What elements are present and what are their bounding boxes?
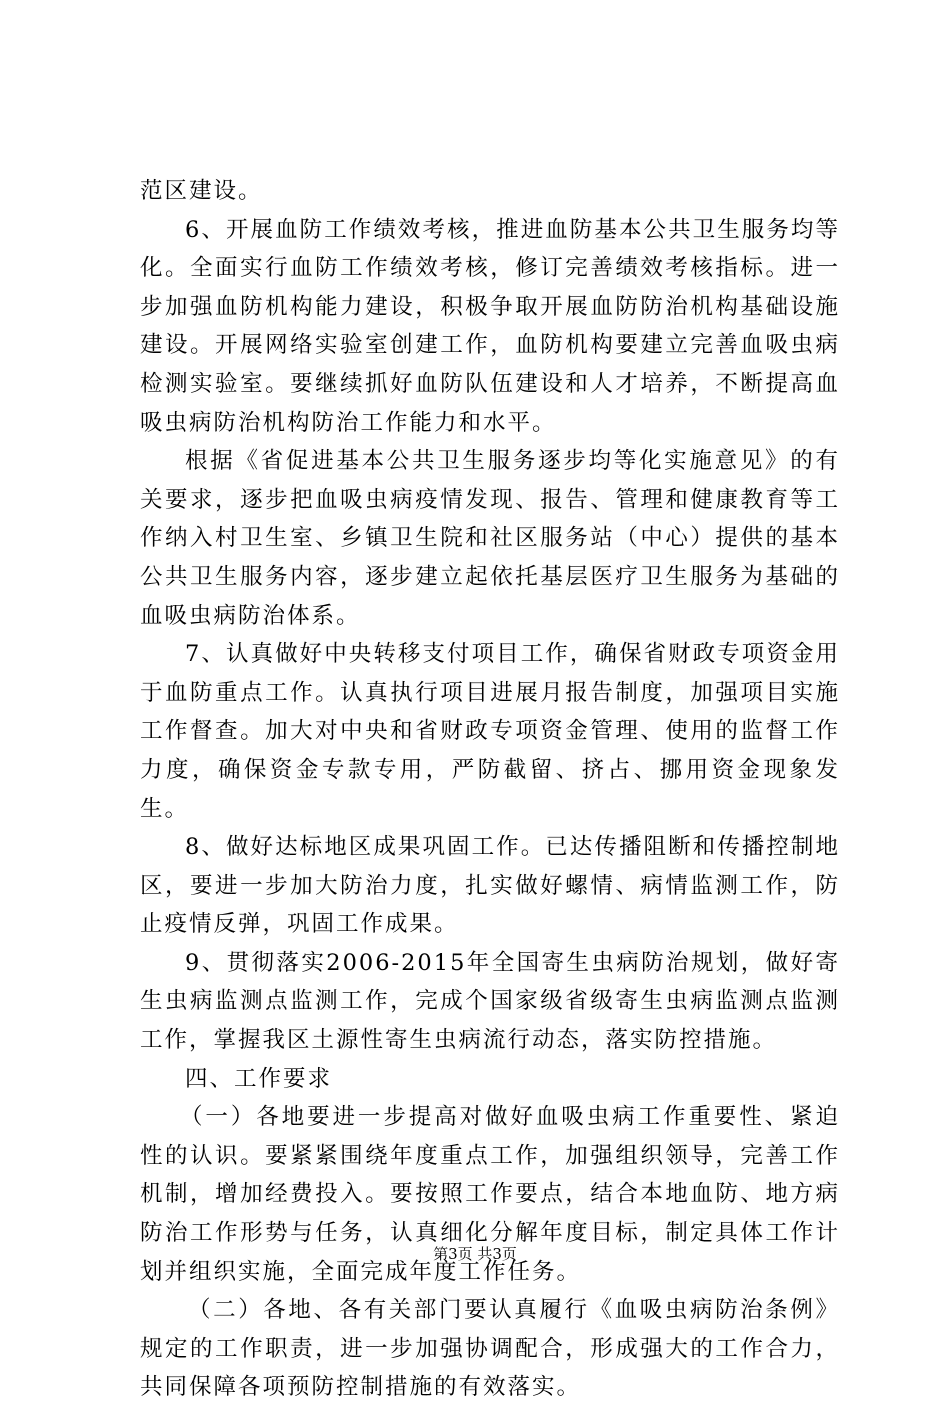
- paragraph-item-6: 6、开展血防工作绩效考核，推进血防基本公共卫生服务均等化。全面实行血防工作绩效考核，修订完善绩效考核指标。进一步加强血防机构能力建设，积极争取开展血防防治机构基础设施建设。开展网络实验室创建工作，血防机构要建立完善血吸虫病检测实验室。要继续抓好血防队伍建设和人才培养，不断提高血吸虫病防治机构防治工作能力和水平。: [140, 216, 840, 436]
- paragraph-item-7: 7、认真做好中央转移支付项目工作，确保省财政专项资金用于血防重点工作。认真执行项目进展月报告制度，加强项目实施工作督查。加大对中央和省财政专项资金管理、使用的监督工作力度，确保资金专款专用，严防截留、挤占、挪用资金现象发生。: [140, 641, 840, 822]
- document-body: [140, 172, 840, 1407]
- paragraph-item-8: 8、做好达标地区成果巩固工作。已达传播阻断和传播控制地区，要进一步加大防治力度，扎实做好螺情、病情监测工作，防止疫情反弹，巩固工作成果。: [140, 834, 840, 938]
- section-heading-work-requirements: 四、工作要求: [185, 1065, 333, 1092]
- paragraph-requirement-2: （二）各地、各有关部门要认真履行《血吸虫病防治条例》规定的工作职责，进一步加强协调配合，形成强大的工作合力，共同保障各项预防控制措施的有效落实。: [140, 1297, 840, 1401]
- paragraph-basic-public-health: 根据《省促进基本公共卫生服务逐步均等化实施意见》的有关要求，逐步把血吸虫病疫情发现、报告、管理和健康教育等工作纳入村卫生室、乡镇卫生院和社区服务站（中心）提供的基本公共卫生服务内容，逐步建立起依托基层医疗卫生服务为基础的血吸虫病防治体系。: [140, 448, 840, 629]
- paragraph-item-9: 9、贯彻落实2006-2015年全国寄生虫病防治规划，做好寄生虫病监测点监测工作，完成个国家级省级寄生虫病监测点监测工作，掌握我区土源性寄生虫病流行动态，落实防控措施。: [140, 949, 840, 1054]
- page-number-footer: 第3页 共3页: [433, 1245, 517, 1263]
- paragraph-requirement-1: （一）各地要进一步提高对做好血吸虫病工作重要性、紧迫性的认识。要紧紧围绕年度重点工作，加强组织领导，完善工作机制，增加经费投入。要按照工作要点，结合本地血防、地方病防治工作形势与任务，认真细化分解年度目标，制定具体工作计划并组织实施，全面完成年度工作任务。: [140, 1104, 840, 1285]
- paragraph-continuation: 范区建设。: [140, 178, 263, 204]
